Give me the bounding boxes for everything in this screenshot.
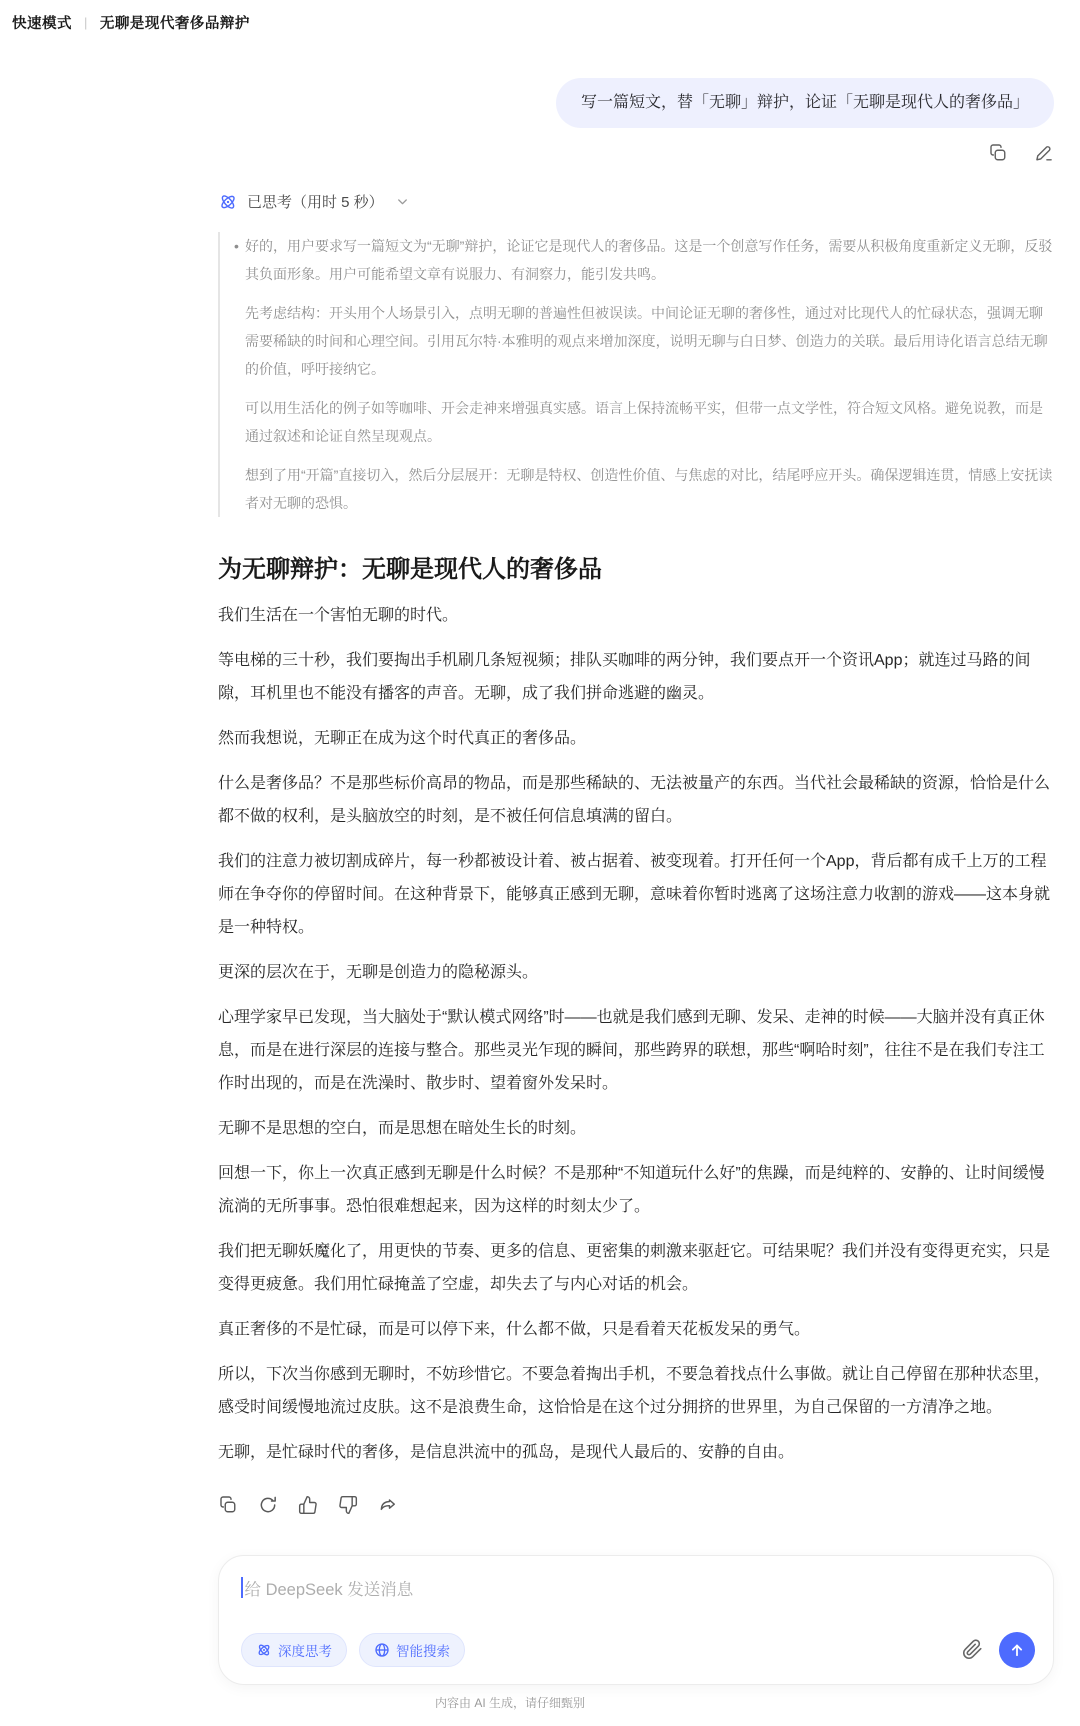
chevron-down-icon [395,194,410,209]
article-paragraph: 无聊，是忙碌时代的奢侈，是信息洪流中的孤岛，是现代人最后的、安静的自由。 [218,1443,795,1461]
web-search-label: 智能搜索 [396,1643,450,1659]
thinking-paragraph: 可以用生活化的例子如等咖啡、开会走神来增强真实感。语言上保持流畅平实，但带一点文学性，符合短文风格。避免说教，而是通过叙述和论证自然呈现观点。 [245,400,1043,444]
text-caret [241,1577,243,1598]
user-message-row [218,78,1054,128]
bullet-dot: • [234,238,239,254]
deepseek-atom-icon [218,192,238,212]
article-paragraph: 真正奢侈的不是忙碌，而是可以停下来，什么都不做，只是看着天花板发呆的勇气。 [218,1320,811,1338]
thinking-block [218,232,1054,517]
article-body [218,599,1054,1469]
globe-icon [374,1642,390,1658]
article-paragraph: 什么是奢侈品？不是那些标价高昂的物品，而是那些稀缺的、无法被量产的东西。当代社会最稀缺的资源，恰恰是什么都不做的权利，是头脑放空的时刻，是不被任何信息填满的留白。 [218,774,1051,825]
page-header [12,12,250,33]
article-paragraph: 然而我想说，无聊正在成为这个时代真正的奢侈品。 [218,729,587,747]
thinking-paragraph: 好的，用户要求写一篇短文为“无聊”辩护，论证它是现代人的奢侈品。这是一个创意写作任务，需要从积极角度重新定义无聊，反驳其负面形象。用户可能希望文章有说服力、有洞察力，能引发共鸣。 [245,238,1053,282]
message-input[interactable] [241,1576,1035,1600]
deep-think-toggle[interactable] [241,1633,347,1667]
article-paragraph: 等电梯的三十秒，我们要掏出手机刷几条短视频；排队买咖啡的两分钟，我们要点开一个资讯App；就连过马路的间隙，耳机里也不能没有播客的声音。无聊，成了我们拼命逃避的幽灵。 [218,651,1031,702]
article-paragraph: 心理学家早已发现，当大脑处于“默认模式网络”时——也就是我们感到无聊、发呆、走神的时候——大脑并没有真正休息，而是在进行深层的连接与整合。那些灵光乍现的瞬间，那些跨界的联想，那些“啊哈时刻”，往往不是在我们专注工作时出现的，而是在洗澡时、散步时、望着窗外发呆时。 [218,1008,1045,1092]
article-paragraph: 所以，下次当你感到无聊时，不妨珍惜它。不要急着掏出手机，不要急着找点什么事做。就让自己停留在那种状态里，感受时间缓慢地流过皮肤。这不是浪费生命，这恰恰是在这个过分拥挤的世界里，为自己保留的一方清净之地。 [218,1365,1051,1416]
deep-think-label: 深度思考 [278,1643,332,1659]
article-paragraph: 我们生活在一个害怕无聊的时代。 [218,606,459,624]
header-separator: | [84,15,88,30]
article-paragraph: 我们的注意力被切割成碎片，每一秒都被设计着、被占据着、被变现着。打开任何一个App，背后都有成千上万的工程师在争夺你的停留时间。在这种背景下，能够真正感到无聊，意味着你暂时逃离了这场注意力收割的游戏——这本身就是一种特权。 [218,852,1051,936]
input-placeholder: 给 DeepSeek 发送消息 [244,1580,414,1599]
thought-summary-label: 已思考（用时 5 秒） [247,194,384,211]
response-actions [218,1495,1054,1515]
composer [218,1555,1054,1685]
regenerate-icon[interactable] [258,1495,278,1515]
ai-disclaimer: 内容由 AI 生成，请仔细甄别 [434,1696,585,1710]
send-button[interactable] [999,1632,1035,1668]
share-icon[interactable] [378,1495,398,1515]
article-paragraph: 无聊不是思想的空白，而是思想在暗处生长的时刻。 [218,1119,587,1137]
thinking-paragraph: 想到了用“开篇”直接切入，然后分层展开：无聊是特权、创造性价值、与焦虑的对比，结尾呼应开头。确保逻辑连贯，情感上安抚读者对无聊的恐惧。 [245,467,1053,511]
mode-label[interactable]: 快速模式 [12,16,72,32]
thumbs-down-icon[interactable] [338,1495,358,1515]
deepseek-atom-icon [256,1642,272,1658]
thinking-paragraph: 先考虑结构：开头用个人场景引入，点明无聊的普遍性但被误读。中间论证无聊的奢侈性，通过对比现代人的忙碌状态，强调无聊需要稀缺的时间和心理空间。引用瓦尔特·本雅明的观点来增加深度，说明无聊与白日梦、创造力的关联。最后用诗化语言总结无聊的价值，呼吁接纳它。 [245,305,1048,377]
article-title: 为无聊辩护：无聊是现代人的奢侈品 [218,556,602,583]
web-search-toggle[interactable] [359,1633,465,1667]
article-paragraph: 更深的层次在于，无聊是创造力的隐秘源头。 [218,963,539,981]
thumbs-up-icon[interactable] [298,1495,318,1515]
conversation-title: 无聊是现代奢侈品辩护 [99,16,250,32]
chat-column [218,0,1054,1685]
edit-icon[interactable] [1034,143,1054,163]
thought-summary[interactable] [218,191,1054,212]
article-paragraph: 回想一下，你上一次真正感到无聊是什么时候？不是那种“不知道玩什么好”的焦躁，而是纯粹的、安静的、让时间缓慢流淌的无所事事。恐怕很难想起来，因为这样的时刻太少了。 [218,1164,1045,1215]
composer-toolbar [241,1632,1035,1668]
user-message-actions [218,143,1054,163]
send-arrow-icon [1008,1641,1026,1659]
copy-icon[interactable] [988,143,1008,163]
paperclip-icon[interactable] [962,1639,983,1660]
copy-icon[interactable] [218,1495,238,1515]
user-message-bubble: 写一篇短文，替「无聊」辩护，论证「无聊是现代人的奢侈品」 [556,78,1054,128]
article-paragraph: 我们把无聊妖魔化了，用更快的节奏、更多的信息、更密集的刺激来驱赶它。可结果呢？我们并没有变得更充实，只是变得更疲惫。我们用忙碌掩盖了空虚，却失去了与内心对话的机会。 [218,1242,1051,1293]
